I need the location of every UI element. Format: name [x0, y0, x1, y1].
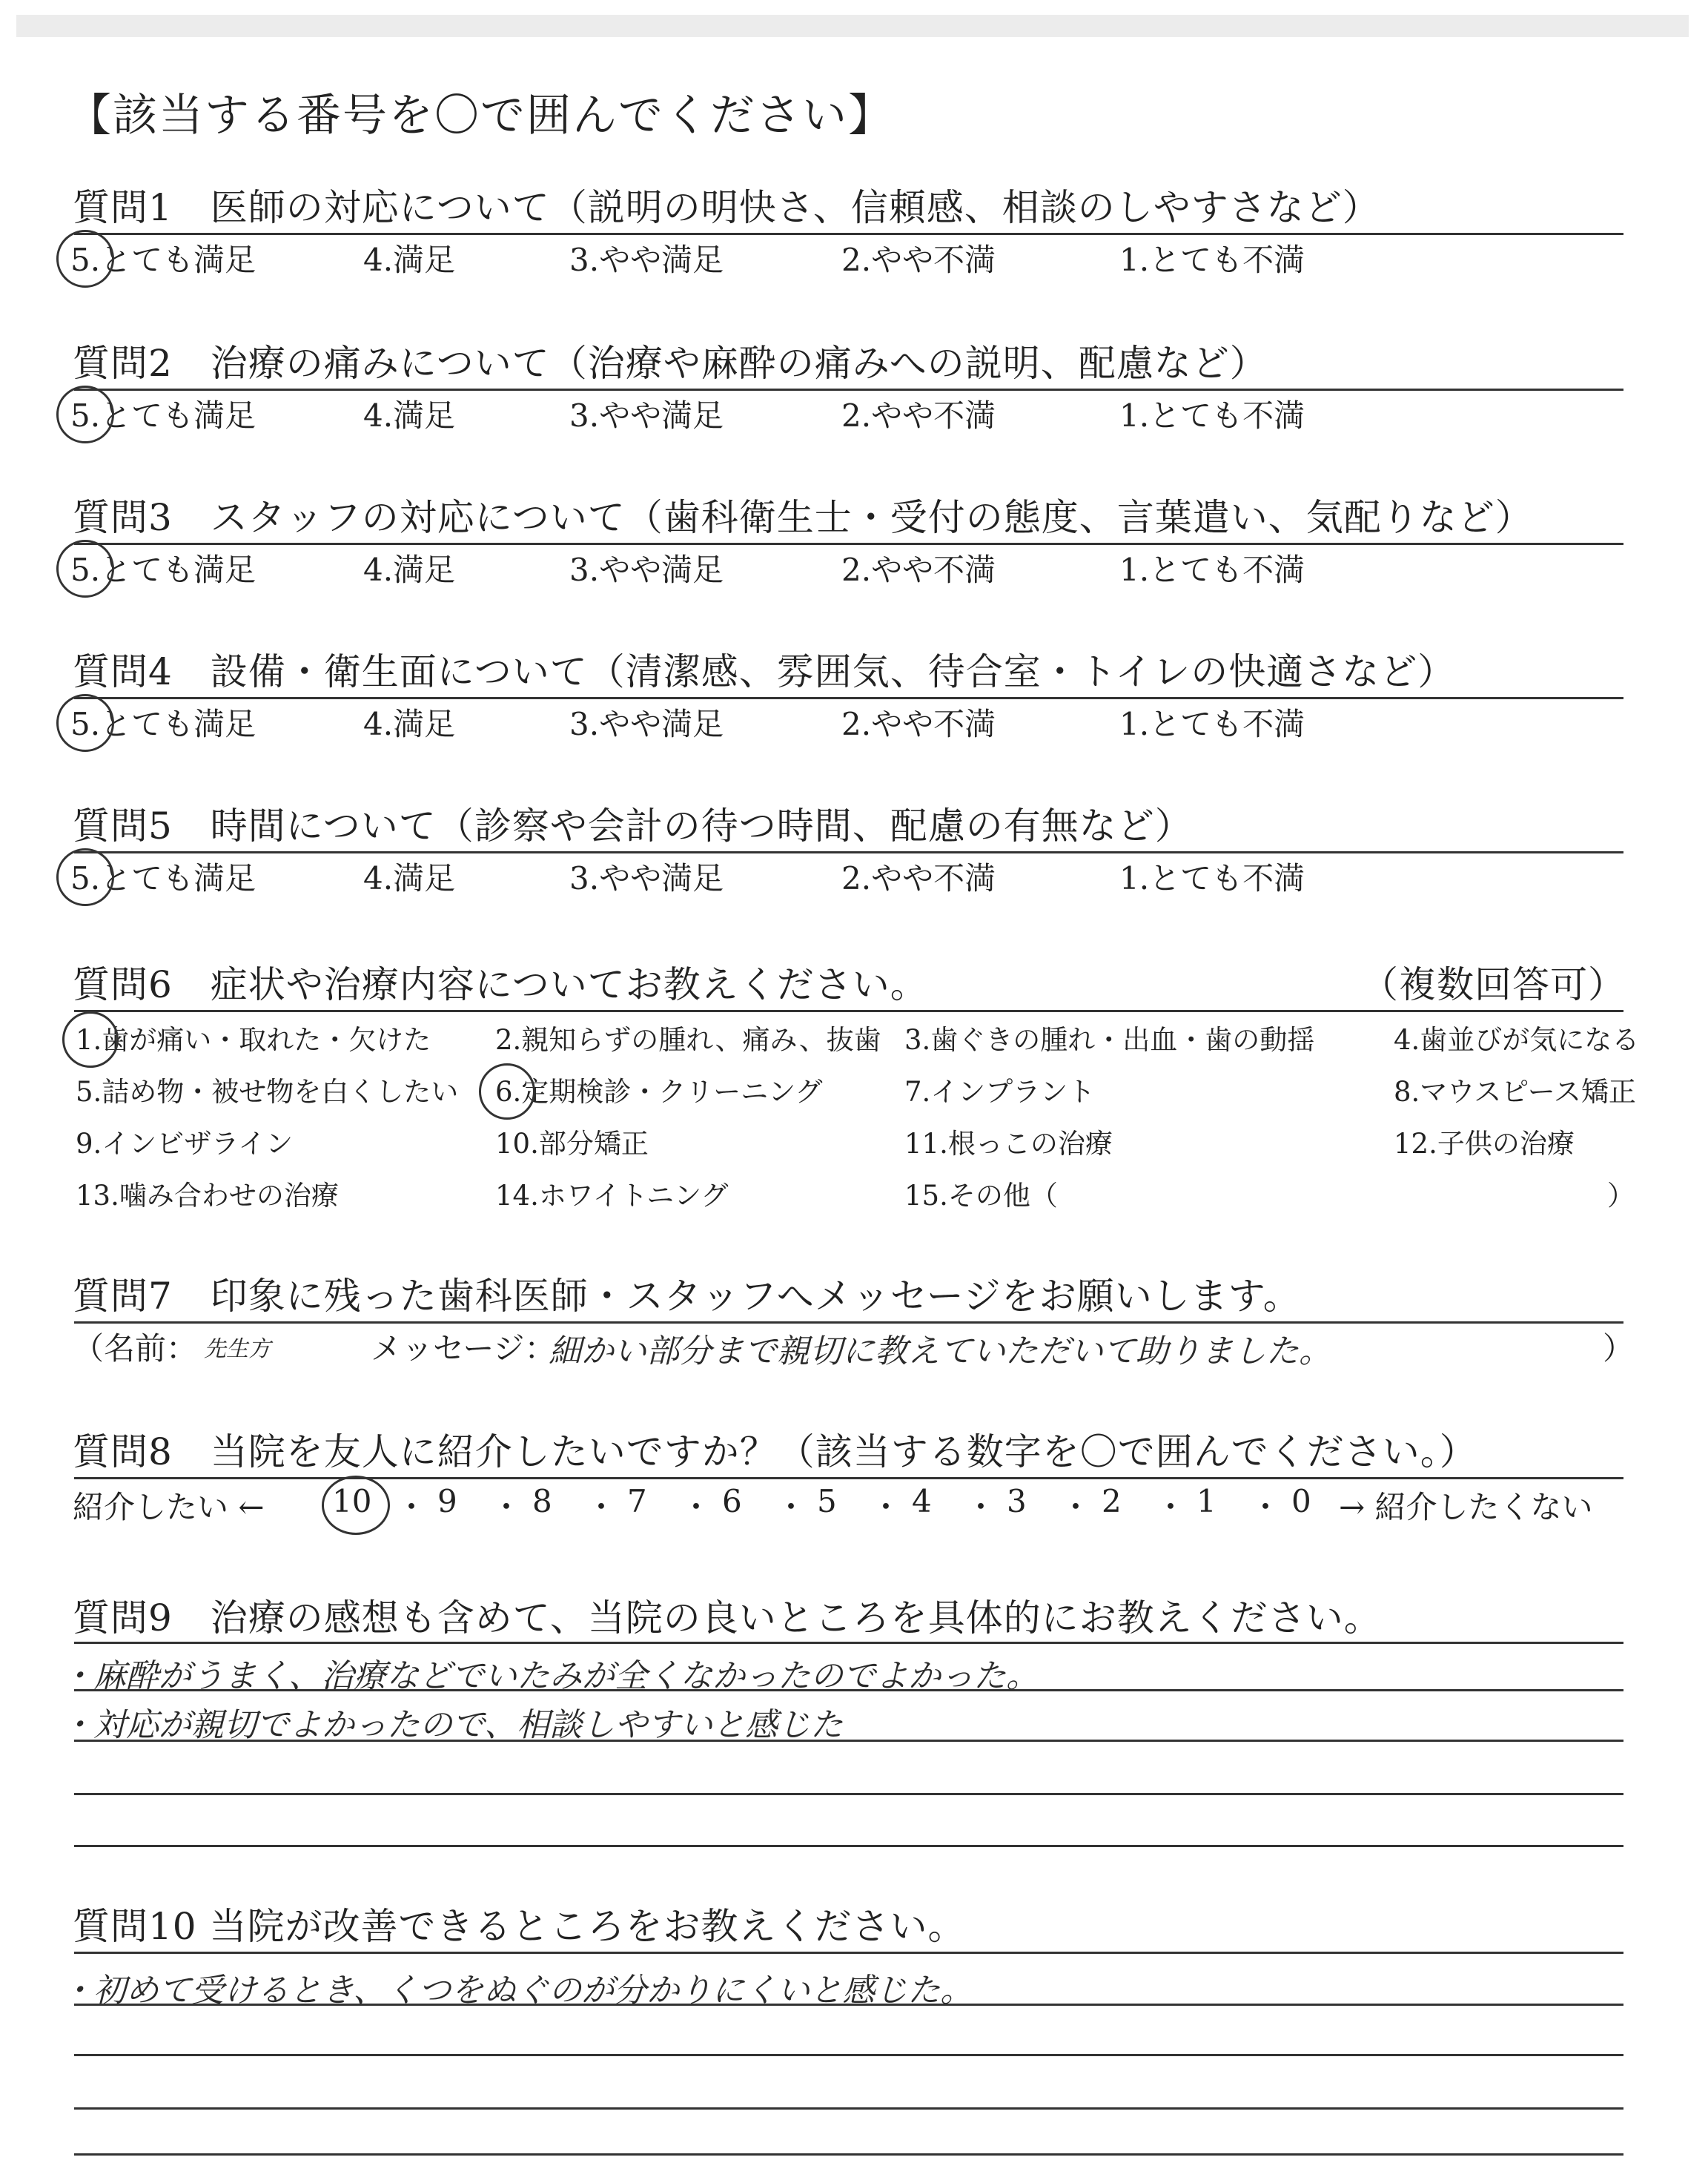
q2-option-3[interactable]: 3.やや満足 — [569, 397, 724, 434]
q8-scale-8[interactable]: 8 — [532, 1483, 552, 1519]
q8-scale-2[interactable]: 2 — [1102, 1483, 1122, 1519]
q7-name-value[interactable]: 先生方 — [204, 1336, 271, 1362]
q1-title: 質問1 医師の対応について（説明の明快さ、信頼感、相談のしやすさなど） — [73, 186, 1380, 229]
q2-option-1[interactable]: 1.とても不満 — [1119, 397, 1305, 434]
q8-scale-10[interactable]: 10 — [332, 1483, 372, 1519]
q5-selected-circle — [56, 848, 114, 906]
scan-top-edge — [16, 15, 1689, 37]
q8-scale-separator: ・ — [681, 1489, 712, 1525]
q8-selected-circle — [322, 1476, 390, 1535]
q8-scale-separator: ・ — [491, 1489, 523, 1525]
q6-title: 質問6 症状や治療内容についてお教えください。 — [73, 963, 928, 1006]
q10-answer-1[interactable]: ・初めて受けるとき、くつをぬぐのが分かりにくいと感じた。 — [61, 1972, 973, 2009]
q6-option-3[interactable]: 3.歯ぐきの腫れ・出血・歯の動揺 — [904, 1024, 1315, 1056]
q8-scale-4[interactable]: 4 — [912, 1483, 932, 1519]
q1-selected-circle — [56, 230, 114, 288]
q3-option-1[interactable]: 1.とても不満 — [1119, 552, 1305, 588]
q8-scale-separator: ・ — [775, 1489, 807, 1525]
q2-option-2[interactable]: 2.やや不満 — [841, 397, 996, 434]
q10-rule-1 — [74, 1952, 1623, 1954]
q7-close: ） — [1603, 1330, 1635, 1367]
q1-rule — [74, 233, 1623, 235]
q7-title: 質問7 印象に残った歯科医師・スタッフへメッセージをお願いします。 — [73, 1275, 1301, 1318]
q3-rule — [74, 543, 1623, 545]
q3-title: 質問3 スタッフの対応について（歯科衛生士・受付の態度、言葉遣い、気配りなど） — [73, 496, 1533, 539]
q8-scale-separator: ・ — [1155, 1489, 1187, 1525]
q6-option-14[interactable]: 14.ホワイトニング — [495, 1180, 729, 1212]
q6-option-11[interactable]: 11.根っこの治療 — [904, 1128, 1113, 1160]
q4-option-5[interactable]: 5.とても満足 — [70, 706, 256, 742]
q6-selected-circle-6 — [479, 1063, 535, 1120]
q4-selected-circle — [56, 694, 114, 752]
q6-option-5[interactable]: 5.詰め物・被せ物を白くしたい — [76, 1076, 459, 1108]
q10-rule-3 — [74, 2054, 1623, 2056]
q8-right-label: → 紹介したくない — [1339, 1489, 1593, 1525]
q8-scale-separator: ・ — [870, 1489, 902, 1525]
q6-option-8[interactable]: 8.マウスピース矯正 — [1394, 1076, 1636, 1108]
q8-scale-3[interactable]: 3 — [1007, 1483, 1027, 1519]
q7-rule — [74, 1321, 1623, 1324]
q5-option-1[interactable]: 1.とても不満 — [1119, 860, 1305, 896]
q7-message-label: メッセージ： — [371, 1330, 556, 1367]
q6-option-15[interactable]: 15.その他（ — [904, 1180, 1058, 1212]
q8-scale-separator: ・ — [965, 1489, 997, 1525]
q8-scale-separator: ・ — [1060, 1489, 1092, 1525]
q1-option-5[interactable]: 5.とても満足 — [70, 242, 256, 278]
q9-rule-5 — [74, 1845, 1623, 1847]
q8-scale-6[interactable]: 6 — [722, 1483, 742, 1519]
q5-option-5[interactable]: 5.とても満足 — [70, 860, 256, 896]
q8-scale-separator: ・ — [586, 1489, 618, 1525]
q4-option-3[interactable]: 3.やや満足 — [569, 706, 724, 742]
q3-selected-circle — [56, 540, 114, 598]
q1-option-1[interactable]: 1.とても不満 — [1119, 242, 1305, 278]
q9-rule-1 — [74, 1642, 1623, 1644]
q9-answer-2[interactable]: ・対応が親切でよかったので、相談しやすいと感じた — [61, 1706, 844, 1744]
q4-rule — [74, 697, 1623, 699]
q6-option-2[interactable]: 2.親知らずの腫れ、痛み、抜歯 — [495, 1024, 881, 1056]
q1-option-4[interactable]: 4.満足 — [363, 242, 456, 278]
q2-selected-circle — [56, 386, 114, 443]
q2-rule — [74, 389, 1623, 391]
q5-option-4[interactable]: 4.満足 — [363, 860, 456, 896]
q8-scale-separator: ・ — [1250, 1489, 1282, 1525]
q9-rule-4 — [74, 1793, 1623, 1795]
q8-scale-separator: ・ — [396, 1489, 428, 1525]
q4-title: 質問4 設備・衛生面について（清潔感、雰囲気、待合室・トイレの快適さなど） — [73, 650, 1456, 693]
q8-scale-9[interactable]: 9 — [437, 1483, 457, 1519]
q5-option-2[interactable]: 2.やや不満 — [841, 860, 996, 896]
q6-selected-circle-1 — [62, 1011, 119, 1068]
q6-option-12[interactable]: 12.子供の治療 — [1394, 1128, 1575, 1160]
q2-option-4[interactable]: 4.満足 — [363, 397, 456, 434]
q7-name-label: （名前： — [73, 1330, 198, 1367]
q1-option-2[interactable]: 2.やや不満 — [841, 242, 996, 278]
q5-title: 質問5 時間について（診察や会計の待つ時間、配慮の有無など） — [73, 805, 1193, 848]
q6-option-10[interactable]: 10.部分矯正 — [495, 1128, 649, 1160]
q6-rule — [74, 1010, 1623, 1012]
q9-title: 質問9 治療の感想も含めて、当院の良いところを具体的にお教えください。 — [73, 1596, 1382, 1639]
q6-option-16[interactable]: ） — [1607, 1180, 1635, 1212]
q1-option-3[interactable]: 3.やや満足 — [569, 242, 724, 278]
q4-option-2[interactable]: 2.やや不満 — [841, 706, 996, 742]
q8-left-label: 紹介したい ← — [73, 1489, 265, 1525]
page-heading: 【該当する番号を〇で囲んでください】 — [67, 90, 894, 142]
q7-message-value[interactable]: 細かい部分まで親切に教えていただいて助りました。 — [549, 1332, 1331, 1370]
q10-rule-5 — [74, 2153, 1623, 2156]
q8-title: 質問8 当院を友人に紹介したいですか？（該当する数字を〇で囲んでください。） — [73, 1430, 1477, 1473]
q3-option-4[interactable]: 4.満足 — [363, 552, 456, 588]
q2-title: 質問2 治療の痛みについて（治療や麻酔の痛みへの説明、配慮など） — [73, 342, 1268, 385]
q6-option-9[interactable]: 9.インビザライン — [76, 1128, 294, 1160]
q10-title: 質問10 当院が改善できるところをお教えください。 — [73, 1905, 966, 1948]
q5-rule — [74, 851, 1623, 853]
q8-scale-7[interactable]: 7 — [627, 1483, 647, 1519]
q6-option-13[interactable]: 13.噛み合わせの治療 — [76, 1180, 339, 1212]
q6-note: （複数回答可） — [1361, 963, 1626, 1006]
q4-option-1[interactable]: 1.とても不満 — [1119, 706, 1305, 742]
q3-option-2[interactable]: 2.やや不満 — [841, 552, 996, 588]
q2-option-5[interactable]: 5.とても満足 — [70, 397, 256, 434]
q8-scale-5[interactable]: 5 — [817, 1483, 837, 1519]
q6-option-6[interactable]: 6.定期検診・クリーニング — [495, 1076, 823, 1108]
q3-option-3[interactable]: 3.やや満足 — [569, 552, 724, 588]
q3-option-5[interactable]: 5.とても満足 — [70, 552, 256, 588]
q8-rule — [74, 1477, 1623, 1479]
q6-option-1[interactable]: 1.歯が痛い・取れた・欠けた — [76, 1024, 431, 1056]
q8-scale-0[interactable]: 0 — [1291, 1483, 1311, 1519]
q10-rule-4 — [74, 2107, 1623, 2110]
q6-option-7[interactable]: 7.インプラント — [904, 1076, 1096, 1108]
q5-option-3[interactable]: 3.やや満足 — [569, 860, 724, 896]
q8-scale-1[interactable]: 1 — [1196, 1483, 1217, 1519]
q4-option-4[interactable]: 4.満足 — [363, 706, 456, 742]
q9-answer-1[interactable]: ・麻酔がうまく、治療などでいたみが全くなかったのでよかった。 — [61, 1657, 1039, 1695]
q6-option-4[interactable]: 4.歯並びが気になる — [1394, 1024, 1640, 1056]
